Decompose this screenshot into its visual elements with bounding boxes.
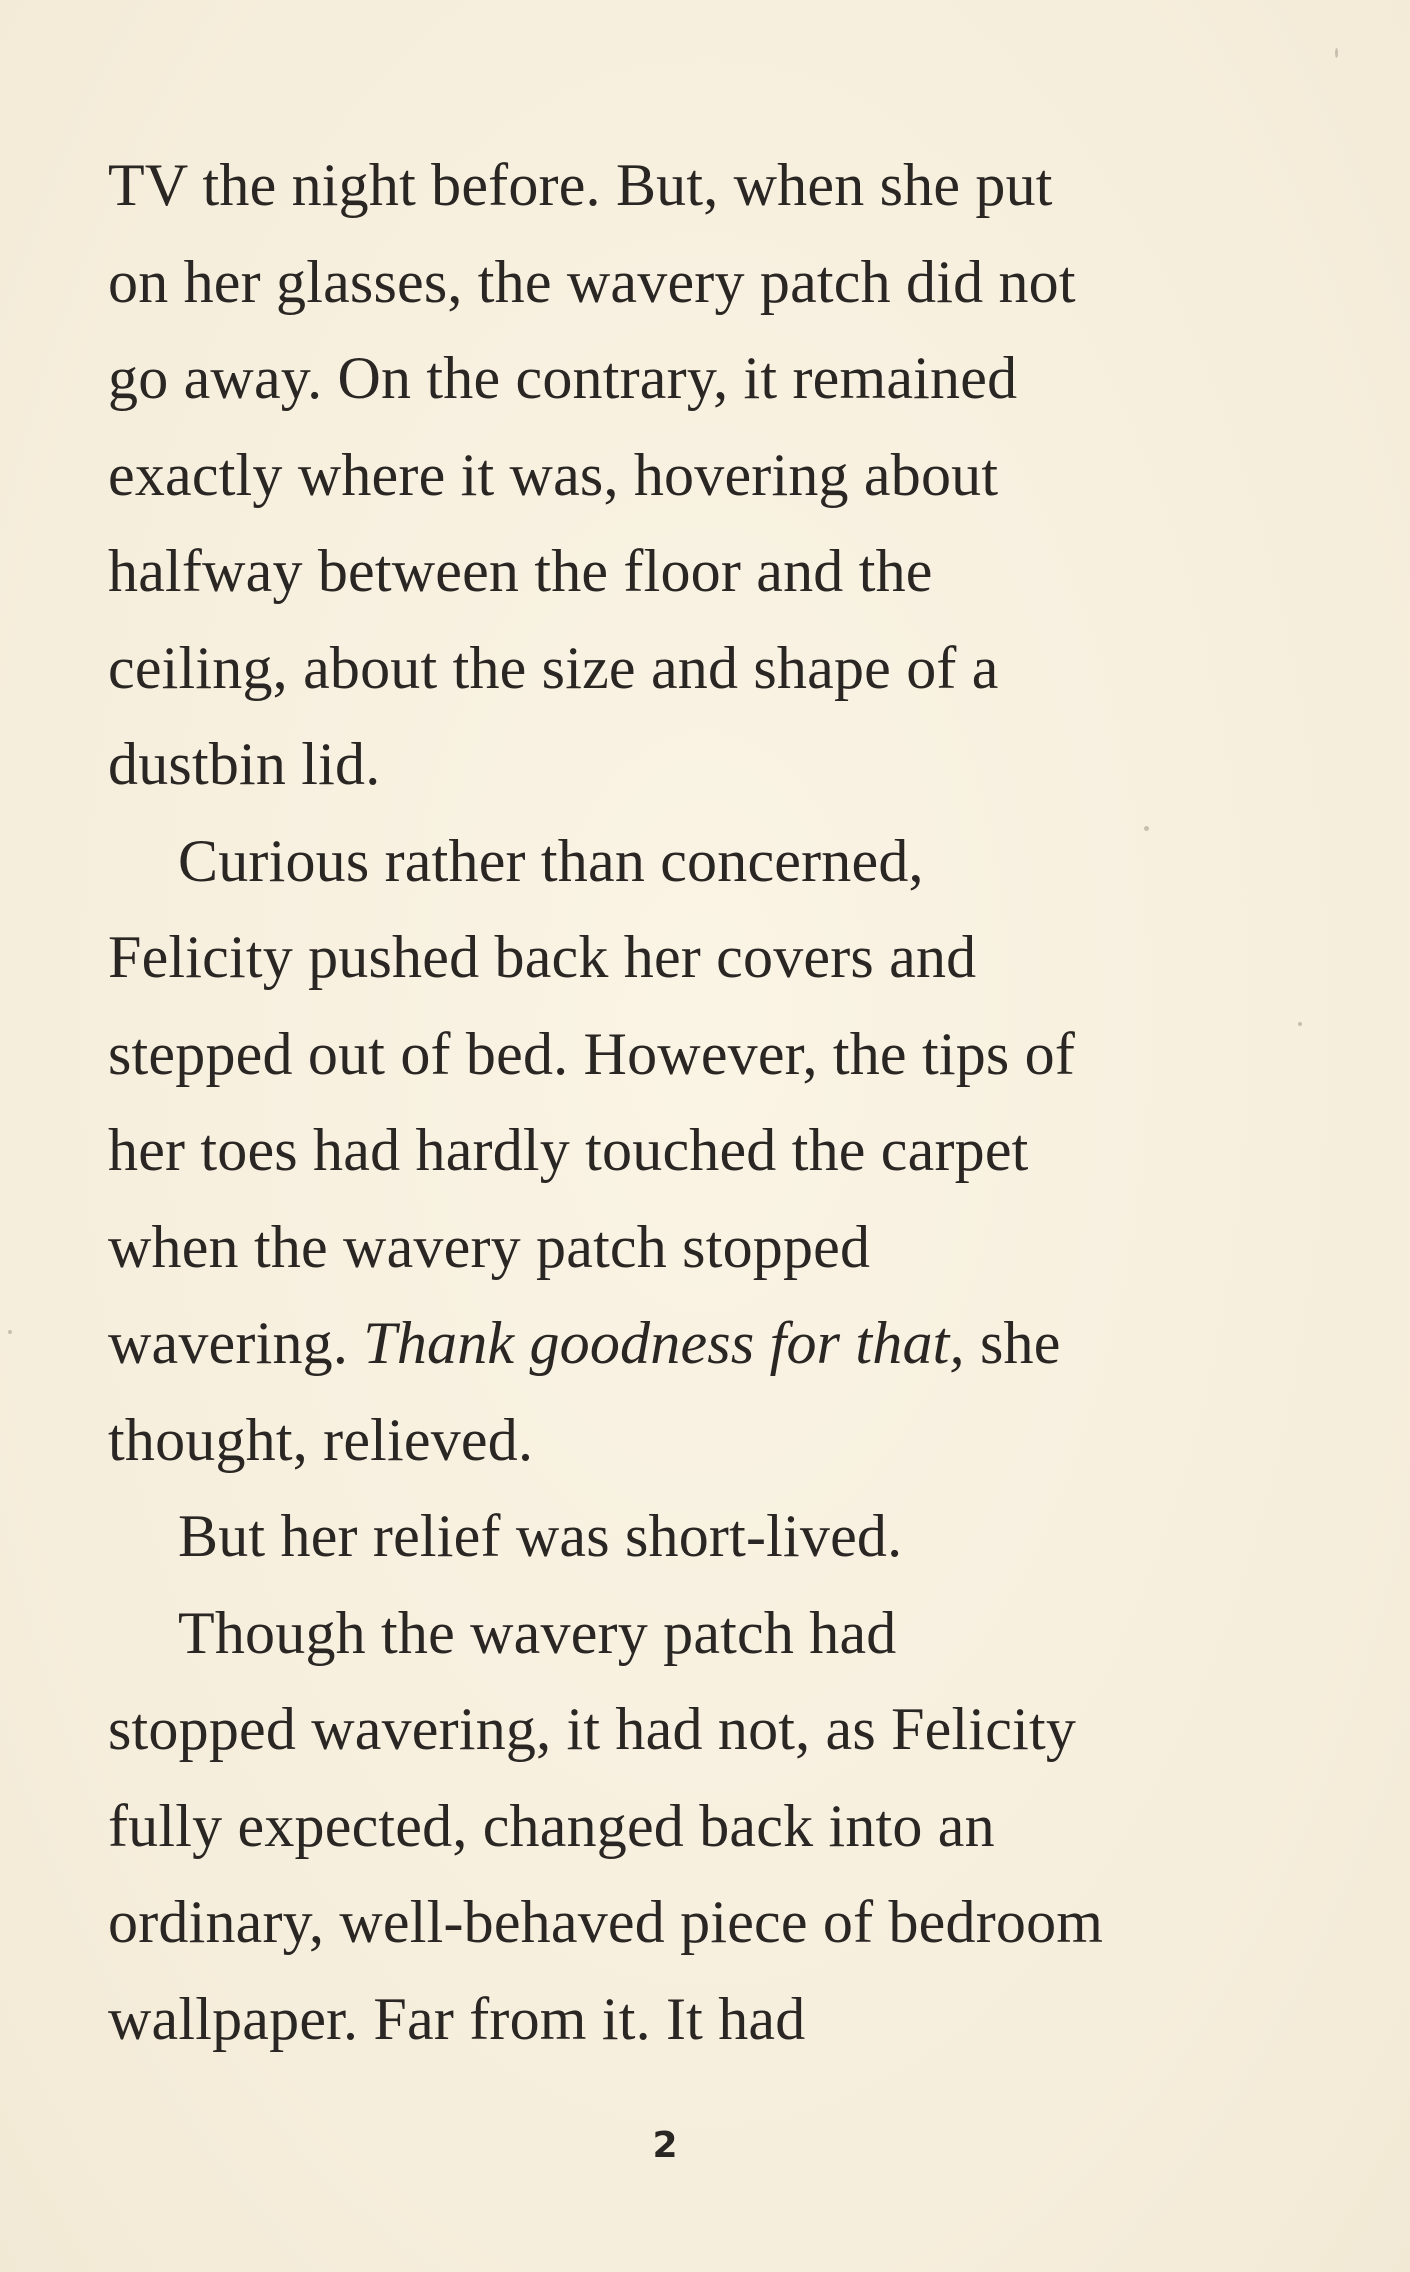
text-line: ordinary, well-behaved piece of bedroom	[108, 1889, 1104, 1955]
text-line: thought, relieved.	[108, 1406, 534, 1473]
text-line: her toes had hardly touched the carpet	[108, 1117, 1029, 1183]
italic-text-run: Thank goodness for that,	[363, 1310, 965, 1376]
text-run: wavering.	[108, 1310, 364, 1376]
paper-speck	[1144, 826, 1149, 831]
text-line: when the wavery patch stopped	[108, 1213, 871, 1280]
text-line: on her glasses, the wavery patch did not	[108, 248, 1076, 315]
text-line: ceiling, about the size and shape of a	[108, 634, 999, 701]
text-line: stopped wavering, it had not, as Felicity	[108, 1696, 1077, 1762]
paper-speck	[1335, 48, 1338, 58]
text-line: Though the wavery patch had	[178, 1599, 897, 1666]
text-line: wallpaper. Far from it. It had	[108, 1985, 806, 2052]
body-text	[108, 137, 1338, 2067]
text-run: she	[964, 1310, 1061, 1376]
text-line: TV the night before. But, when she put	[108, 152, 1053, 218]
text-line: exactly where it was, hovering about	[108, 441, 999, 508]
text-line	[108, 1295, 1338, 1392]
text-line: halfway between the floor and the	[108, 538, 933, 604]
text-line: go away. On the contrary, it remained	[108, 345, 1018, 411]
paper-speck	[8, 1330, 12, 1334]
text-line: stepped out of bed. However, the tips of	[108, 1020, 1076, 1087]
text-line: dustbin lid.	[108, 731, 381, 797]
text-line: Felicity pushed back her covers and	[108, 924, 977, 990]
text-line: fully expected, changed back into an	[108, 1792, 995, 1859]
text-line: But her relief was short-lived.	[178, 1503, 903, 1569]
text-line: Curious rather than concerned,	[178, 827, 924, 894]
page-number: 2	[652, 2125, 678, 2166]
paper-speck	[1298, 1022, 1302, 1026]
